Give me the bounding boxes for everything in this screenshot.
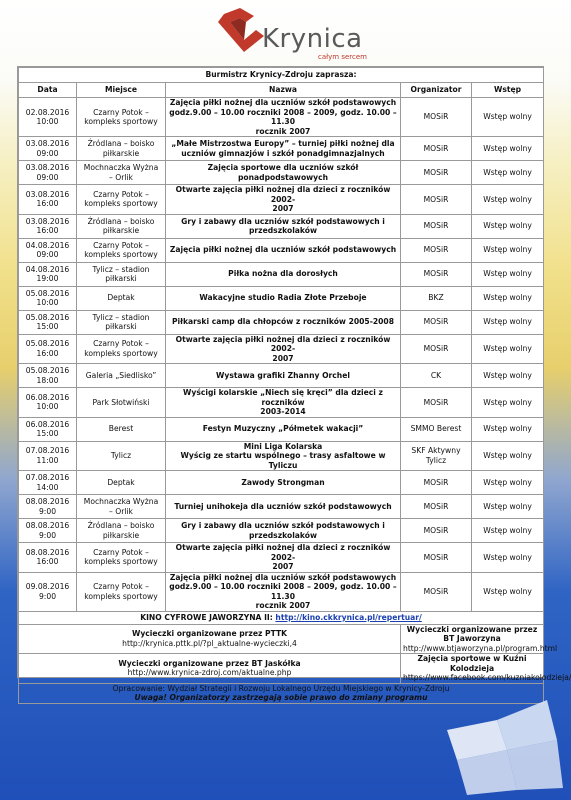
- notice: Uwaga! Organizatorzy zastrzegają sobie prawo do zmiany programu: [134, 693, 428, 702]
- event-entry: Wstęp wolny: [472, 417, 544, 441]
- table-row: [19, 572, 544, 611]
- decorative-shapes: [437, 670, 567, 800]
- event-date: 03.08.2016 09:00: [19, 137, 77, 161]
- event-organizer: MOSiR: [401, 310, 472, 334]
- event-organizer: MOSiR: [401, 238, 472, 262]
- event-organizer: MOSiR: [401, 185, 472, 215]
- event-name: „Małe Mistrzostwa Europy” – turniej piłki nożnej dla uczniów gimnazjów i szkół ponadgimnazjalnych: [166, 137, 401, 161]
- kuznia-title: Zajęcia sportowe w Kuźni Kolodzieja: [417, 654, 527, 673]
- bt-jaworzyna-link[interactable]: http://www.btjaworzyna.pl/program.html: [403, 643, 558, 653]
- event-organizer: MOSiR: [401, 161, 472, 185]
- event-name: Zajęcia piłki nożnej dla uczniów szkół podstawowych: [166, 238, 401, 262]
- table-row: [19, 214, 544, 238]
- event-place: Deptak: [77, 471, 166, 495]
- bt-jaworzyna-title: Wycieczki organizowane przez BT Jaworzyna: [406, 624, 538, 643]
- event-entry: Wstęp wolny: [472, 495, 544, 519]
- event-organizer: MOSiR: [401, 262, 472, 286]
- prepared-by: Opracowanie: Wydział Strategii i Rozwoju Lokalnego Urzędu Miejskiego w Krynicy-Zdroju: [112, 683, 450, 693]
- col-header-organizer: Organizator: [401, 83, 472, 98]
- event-name: Piłka nożna dla dorosłych: [166, 262, 401, 286]
- event-place: Tylicz – stadion piłkarski: [77, 310, 166, 334]
- event-entry: Wstęp wolny: [472, 185, 544, 215]
- table-row: [19, 262, 544, 286]
- event-entry: Wstęp wolny: [472, 310, 544, 334]
- event-place: Berest: [77, 417, 166, 441]
- krynica-logo: [210, 6, 390, 62]
- brand-name: Krynica: [262, 24, 363, 54]
- event-date: 02.08.2016 10:00: [19, 98, 77, 137]
- events-sheet: [17, 66, 571, 702]
- event-name: Mini Liga Kolarska Wyścig ze startu wspólnego – trasy asfaltowe w Tyliczu: [166, 441, 401, 471]
- event-place: Mochnaczka Wyżna – Orlik: [77, 495, 166, 519]
- event-entry: Wstęp wolny: [472, 98, 544, 137]
- table-row: [19, 137, 544, 161]
- event-place: Źródlana – boisko piłkarskie: [77, 137, 166, 161]
- event-organizer: SKF Aktywny Tylicz: [401, 441, 472, 471]
- table-row: [19, 543, 544, 573]
- table-row: [19, 417, 544, 441]
- event-name: Piłkarski camp dla chłopców z roczników 2005-2008: [166, 310, 401, 334]
- event-place: Czarny Potok – kompleks sportowy: [77, 572, 166, 611]
- table-row: [19, 388, 544, 418]
- bt-jaworzyna-trips: [401, 624, 558, 654]
- event-name: Zajęcia sportowe dla uczniów szkół ponadpodstawowych: [166, 161, 401, 185]
- event-entry: Wstęp wolny: [472, 572, 544, 611]
- event-organizer: MOSiR: [401, 388, 472, 418]
- event-entry: Wstęp wolny: [472, 441, 544, 471]
- table-row: [19, 495, 544, 519]
- event-entry: Wstęp wolny: [472, 137, 544, 161]
- event-entry: Wstęp wolny: [472, 519, 544, 543]
- event-place: Czarny Potok – kompleks sportowy: [77, 543, 166, 573]
- event-place: Czarny Potok – kompleks sportowy: [77, 98, 166, 137]
- event-organizer: MOSiR: [401, 495, 472, 519]
- event-organizer: MOSiR: [401, 572, 472, 611]
- event-entry: Wstęp wolny: [472, 262, 544, 286]
- col-header-name: Nazwa: [166, 83, 401, 98]
- col-header-date: Data: [19, 83, 77, 98]
- table-row: [19, 98, 544, 137]
- event-date: 07.08.2016 11:00: [19, 441, 77, 471]
- table-row: [19, 161, 544, 185]
- table-row: [19, 334, 544, 364]
- event-date: 04.08.2016 09:00: [19, 238, 77, 262]
- table-row: [19, 471, 544, 495]
- event-name: Otwarte zajęcia piłki nożnej dla dzieci z roczników 2002- 2007: [166, 334, 401, 364]
- event-name: Wystawa grafiki Zhanny Orchel: [166, 364, 401, 388]
- event-place: Tylicz: [77, 441, 166, 471]
- event-place: Czarny Potok – kompleks sportowy: [77, 334, 166, 364]
- pttk-title: Wycieczki organizowane przez PTTK: [131, 629, 288, 639]
- table-title: Burmistrz Krynicy-Zdroju zaprasza:: [19, 68, 544, 83]
- event-date: 05.08.2016 16:00: [19, 334, 77, 364]
- kino-label: KINO CYFROWE JAWORZYNA II:: [140, 612, 273, 622]
- event-date: 03.08.2016 16:00: [19, 185, 77, 215]
- event-entry: Wstęp wolny: [472, 471, 544, 495]
- events-list: [19, 98, 544, 612]
- pttk-trips: [19, 624, 401, 654]
- event-organizer: MOSiR: [401, 543, 472, 573]
- event-entry: Wstęp wolny: [472, 161, 544, 185]
- event-name: Zawody Strongman: [166, 471, 401, 495]
- event-organizer: SMMO Berest: [401, 417, 472, 441]
- event-date: 07.08.2016 14:00: [19, 471, 77, 495]
- table-row: [19, 364, 544, 388]
- event-date: 08.08.2016 9:00: [19, 519, 77, 543]
- event-date: 03.08.2016 09:00: [19, 161, 77, 185]
- bt-jaskolka-trips: [19, 654, 401, 684]
- event-organizer: MOSiR: [401, 214, 472, 238]
- event-entry: Wstęp wolny: [472, 286, 544, 310]
- event-date: 05.08.2016 10:00: [19, 286, 77, 310]
- brand-tagline: całym sercem: [318, 53, 367, 61]
- event-name: Wakacyjne studio Radia Złote Przeboje: [166, 286, 401, 310]
- event-entry: Wstęp wolny: [472, 238, 544, 262]
- event-organizer: MOSiR: [401, 519, 472, 543]
- event-entry: Wstęp wolny: [472, 543, 544, 573]
- event-organizer: MOSiR: [401, 98, 472, 137]
- event-place: Źródlana – boisko piłkarskie: [77, 519, 166, 543]
- pttk-link[interactable]: http://krynica.pttk.pl/?pl_aktualne-wycieczki,4: [122, 638, 297, 648]
- table-row: [19, 310, 544, 334]
- event-date: 08.08.2016 9:00: [19, 495, 77, 519]
- event-place: Deptak: [77, 286, 166, 310]
- event-organizer: CK: [401, 364, 472, 388]
- event-organizer: MOSiR: [401, 334, 472, 364]
- event-place: Galeria „Siedlisko”: [77, 364, 166, 388]
- event-name: Zajęcia piłki nożnej dla uczniów szkół podstawowych godz.9.00 – 10.00 roczniki 2008 – 2009, godz. 10.00 – 11.30 rocznik 2007: [166, 572, 401, 611]
- col-header-place: Miejsce: [77, 83, 166, 98]
- event-name: Gry i zabawy dla uczniów szkół podstawowych i przedszkolaków: [166, 214, 401, 238]
- event-name: Turniej unihokeja dla uczniów szkół podstawowych: [166, 495, 401, 519]
- event-name: Otwarte zajęcia piłki nożnej dla dzieci z roczników 2002- 2007: [166, 185, 401, 215]
- event-date: 03.08.2016 16:00: [19, 214, 77, 238]
- kino-link[interactable]: http://kino.ckkrynica.pl/repertuar/: [275, 612, 422, 622]
- event-date: 06.08.2016 15:00: [19, 417, 77, 441]
- table-row: [19, 185, 544, 215]
- table-row: [19, 286, 544, 310]
- event-entry: Wstęp wolny: [472, 334, 544, 364]
- event-place: Park Słotwiński: [77, 388, 166, 418]
- bt-jaskolka-title: Wycieczki organizowane przez BT Jaskółka: [118, 658, 301, 668]
- event-place: Czarny Potok – kompleks sportowy: [77, 185, 166, 215]
- table-row: [19, 441, 544, 471]
- event-place: Źródlana – boisko piłkarskie: [77, 214, 166, 238]
- event-entry: Wstęp wolny: [472, 364, 544, 388]
- table-row: [19, 238, 544, 262]
- events-table: [18, 67, 571, 704]
- event-entry: Wstęp wolny: [472, 388, 544, 418]
- event-place: Czarny Potok – kompleks sportowy: [77, 238, 166, 262]
- event-date: 05.08.2016 18:00: [19, 364, 77, 388]
- event-place: Tylicz – stadion piłkarski: [77, 262, 166, 286]
- event-date: 05.08.2016 15:00: [19, 310, 77, 334]
- event-name: Gry i zabawy dla uczniów szkół podstawowych i przedszkolaków: [166, 519, 401, 543]
- event-name: Zajęcia piłki nożnej dla uczniów szkół podstawowych godz.9.00 – 10.00 roczniki 2008 – 2009, godz. 10.00 – 11.30 rocznik 2007: [166, 98, 401, 137]
- event-date: 06.08.2016 10:00: [19, 388, 77, 418]
- kino-row: [19, 611, 544, 624]
- event-entry: Wstęp wolny: [472, 214, 544, 238]
- kuznia-link[interactable]: https://www.facebook.com/kuzniakolodzieja/: [403, 673, 571, 682]
- event-place: Mochnaczka Wyżna – Orlik: [77, 161, 166, 185]
- event-organizer: MOSiR: [401, 137, 472, 161]
- event-date: 08.08.2016 16:00: [19, 543, 77, 573]
- table-row: [19, 519, 544, 543]
- bt-jaskolka-link[interactable]: http://www.krynica-zdroj.com/aktualne.php: [127, 668, 292, 678]
- event-date: 04.08.2016 19:00: [19, 262, 77, 286]
- event-name: Festyn Muzyczny „Półmetek wakacji”: [166, 417, 401, 441]
- col-header-entry: Wstęp: [472, 83, 544, 98]
- event-organizer: BKZ: [401, 286, 472, 310]
- event-organizer: MOSiR: [401, 471, 472, 495]
- event-name: Wyścigi kolarskie „Niech się kręci” dla dzieci z roczników 2003-2014: [166, 388, 401, 418]
- heart-logo-icon: [210, 6, 270, 56]
- event-date: 09.08.2016 9:00: [19, 572, 77, 611]
- event-name: Otwarte zajęcia piłki nożnej dla dzieci z roczników 2002- 2007: [166, 543, 401, 573]
